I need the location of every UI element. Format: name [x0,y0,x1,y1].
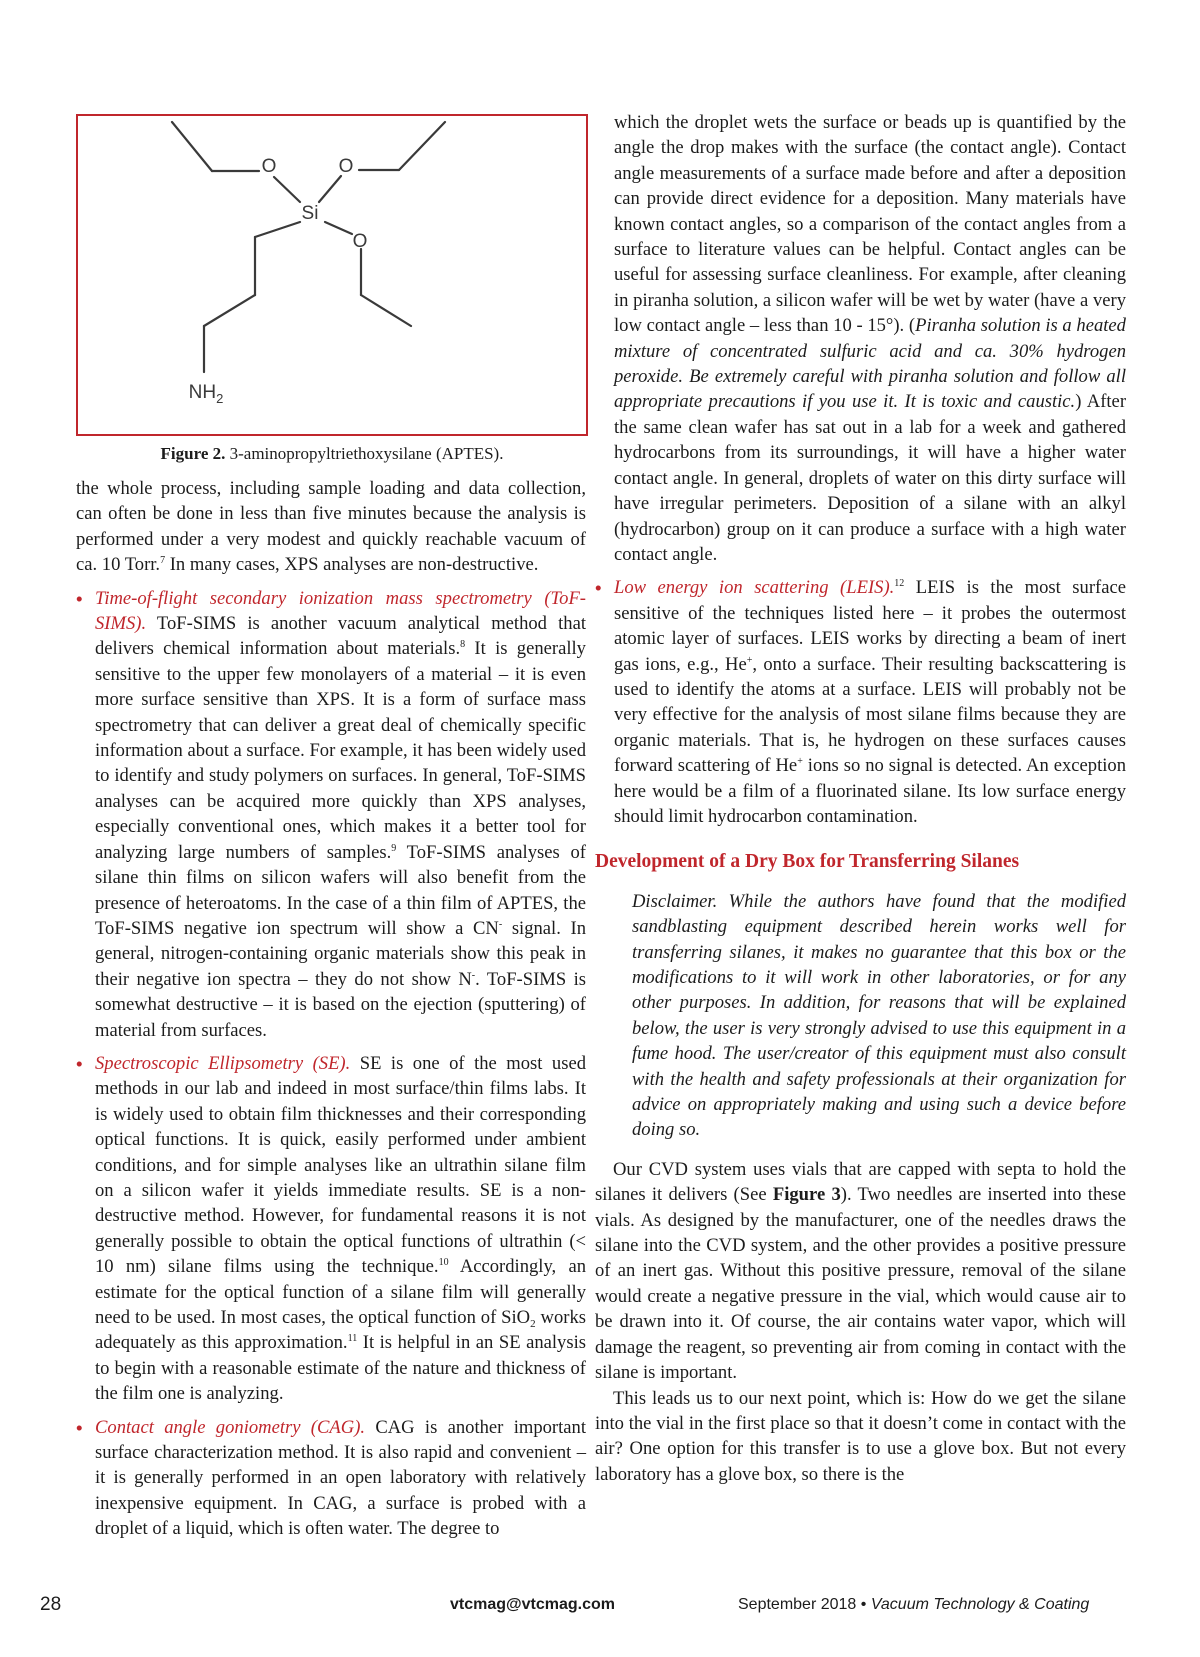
para-text: . ToF-SIMS is somewhat destructive – it is based on the ejection (sputtering) of material from surfaces. [95,968,586,1041]
figure-3-reference: Figure 3 [772,1184,841,1206]
piranha-warning: Piranha solution is a heated mixture of concentrated sulfuric acid and ca. 30% hydrogen peroxide. Be extremely careful with piranha solution and follow all appropriate precautions if you use it. It is toxic and caustic. [614,315,1126,413]
para-text: Our CVD system uses vials that are capped with septa to hold the silanes it delivers (See [595,1158,1126,1206]
para-text: It is generally sensitive to the upper few monolayers of a material – it is even more surface sensitive than XPS. It is a form of surface mass spectrometry that can deliver a great deal of chemically specific information about a surface. For example, it has been widely used to identify and study polymers on surfaces. In general, ToF-SIMS analyses can be acquired more quickly than XPS analyses, especially conventional ones, which makes it a better tool for analyzing large numbers of samples. [95,638,586,863]
page-number: 28 [40,1594,62,1615]
charge-superscript: - [498,918,503,930]
para-text: SE is one of the most used methods in our lab and indeed in most surface/thin films labs. It is widely used to obtain film thicknesses and their corresponding optical functions. It is quick, easily performed under ambient conditions, and for simple analyses like an ultrathin silane film on a silicon wafer it yields immediate results. SE is a non-destructive method. However, for fundamental reasons it is not generally possible to obtain the optical functions of ultrathin (< 10 nm) silane films using the technique. [95,1052,587,1278]
bullet-ellipsometry [76,1051,586,1407]
atom-nh2 [189,382,224,406]
para-text: which the droplet wets the surface or beads up is quantified by the angle the drop makes with the surface (the contact angle). Contact angle measurements of a surface made before and after a deposition can provide direct evidence for a deposition. Many materials have known contact angles, so a comparison of the contact angles from a surface to literature values can be helpful. Contact angles can be useful for assessing surface cleanliness. For example, after cleaning in piranha solution, a silicon wafer will be wet by water (have a very low contact angle – less than 10 - 15°). ( [614,112,1126,337]
bullet-dot-icon: • [76,1416,83,1438]
bond-si-o3 [325,222,352,234]
ref-superscript: 11 [347,1333,358,1345]
figure-caption-text: 3-aminopropyltriethoxysilane (APTES). [225,444,504,463]
ref-superscript: 10 [438,1257,449,1269]
left-column [76,476,586,1542]
cag-continuation-paragraph [614,110,1126,567]
ref-superscript: 9 [391,842,397,854]
disclaimer-paragraph: Disclaimer. While the authors have found that the modified sandblasting equipment described herein works well for transferring silanes, it makes no guarantee that this box or the modifications to it will work in other laboratories, or for any other purposes. In addition, for reasons that will be explained below, the user is very strongly advised to use this equipment in a fume hood. The user/creator of this equipment must also consult with the health and safety professionals at their organization for advice on appropriately making and using such a device before doing so. [632,890,1126,1141]
term-ellipsometry: Spectroscopic Ellipsometry (SE). [95,1052,351,1074]
publication-name: Vacuum Technology & Coating [870,1596,1090,1613]
bond-si-propyl-1 [255,222,300,237]
para-text: ToF-SIMS analyses of silane thin films on silicon wafers will also benefit from the presence of heteroatoms. In the case of a thin film of APTES, the ToF-SIMS negative ion spectrum will show a CN [95,841,586,939]
term-contact-angle: Contact angle goniometry (CAG). [95,1416,366,1438]
footer-email[interactable]: vtcmag@vtcmag.com [450,1596,615,1613]
right-column [595,110,1127,1487]
atom-o-3: O [352,231,368,252]
bullet-dot-icon: • [595,577,602,599]
charge-superscript: + [797,756,803,768]
para-text: , onto a surface. Their resulting backscattering is used to identify the atoms at a surface. LEIS will probably not be very effective for the analysis of most silane films because they are organic materials. That is, he hydrogen on these surfaces causes forward scattering of He [614,653,1126,777]
subscript: 2 [530,1318,536,1330]
footer-issue [738,1596,1089,1614]
para-text: ToF-SIMS is another vacuum analytical method that delivers chemical information about materials. [95,613,586,660]
atom-si: Si [301,203,319,224]
xps-continuation-paragraph [76,476,586,578]
aptes-structure-diagram [78,116,586,434]
bond-propyl-3 [204,295,255,326]
bond-ethyl-2 [399,122,445,170]
para-text: signal. In general, nitrogen-containing organic materials show this peak in their negative ion spectra – they do not show N [95,917,586,990]
ref-superscript: 8 [460,639,466,651]
para-text: LEIS is the most surface sensitive of the techniques listed here – it probes the outermost atomic layer of surfaces. LEIS works by directing a beam of inert gas ions, e.g., He [614,577,1126,675]
bullet-dot-icon: • [76,587,83,609]
figure-2-caption [76,444,588,464]
atom-o-1: O [261,156,277,177]
bullet-tof-sims [76,586,586,1043]
atom-nh2-subscript: 2 [216,391,224,406]
atom-o-2: O [338,156,354,177]
para-text: ions so no signal is detected. An exception here would be a film of a fluorinated silane. Its low surface energy should limit hydrocarbon contamination. [614,755,1127,827]
ref-superscript: 12 [894,578,905,590]
bullet-dot-icon: • [76,1052,83,1074]
charge-superscript: + [746,654,753,666]
term-leis: Low energy ion scattering (LEIS). [614,577,895,599]
cvd-paragraph [595,1157,1126,1386]
term-tof-sims: Time-of-flight secondary ionization mass spectrometry (ToF-SIMS). [95,587,586,635]
bond-o1-si [274,177,300,202]
issue-date: September 2018 [738,1596,857,1613]
separator: • [856,1596,871,1613]
para-text: ). Two needles are inserted into these vials. As designed by the manufacturer, one of the needles draws the silane into the CVD system, and the other provides a positive pressure of an inert gas. Without this positive pressure, removal of the silane would create a negative pressure in the vial, which would cause air to be drawn into it. Of course, the air contains water vapor, which will damage the reagent, so preventing air from coming in contact with the silane is important. [595,1184,1126,1384]
figure-caption-label: Figure 2. [160,444,226,463]
ref-superscript: 7 [160,555,166,567]
bond-ethyl-3 [361,295,411,326]
para-text: ) After the same clean wafer has sat out in a lab for a week and gathered hydrocarbons from its surroundings, it will have a higher water contact angle. In general, droplets of water on this dirty surface will have irregular perimeters. Deposition of a silane with an alkyl (hydrocarbon) group on it can produce a surface with a high water contact angle. [614,391,1127,565]
para-text: Accordingly, an estimate for the optical function of a silane film will generally need to be used. In most cases, the optical function of SiO [95,1256,587,1328]
section-heading: Development of a Dry Box for Transferring Silanes [595,851,1020,873]
para-text: In many cases, XPS analyses are non-destructive. [165,554,539,576]
para-text: works adequately as this approximation. [95,1307,586,1354]
glove-box-paragraph: This leads us to our next point, which is: How do we get the silane into the vial in the first place so that it doesn’t come in contact with the air? One option for this transfer is to use a glove box. But not every laboratory has a glove box, so there is the [595,1387,1126,1485]
para-text: It is helpful in an SE analysis to begin with a reasonable estimate of the nature and thickness of the film one is analyzing. [95,1332,586,1405]
atom-nh2-main: NH [188,382,217,403]
bullet-contact-angle [76,1415,586,1542]
bond-o2-si [319,176,341,202]
figure-2-frame [76,114,588,436]
para-text: CAG is another important surface characterization method. It is also rapid and convenient – it is generally performed in an open laboratory with relatively inexpensive equipment. In CAG, a surface is probed with a droplet of a liquid, which is often water. The degree to [95,1416,586,1540]
para-text: the whole process, including sample loading and data collection, can often be done in less than five minutes because the analysis is performed under a very modest and quickly reachable vacuum of ca. 10 Torr. [76,478,586,576]
bullet-leis [595,575,1126,829]
bond-ethyl-1 [172,122,212,171]
charge-superscript: - [471,969,476,981]
